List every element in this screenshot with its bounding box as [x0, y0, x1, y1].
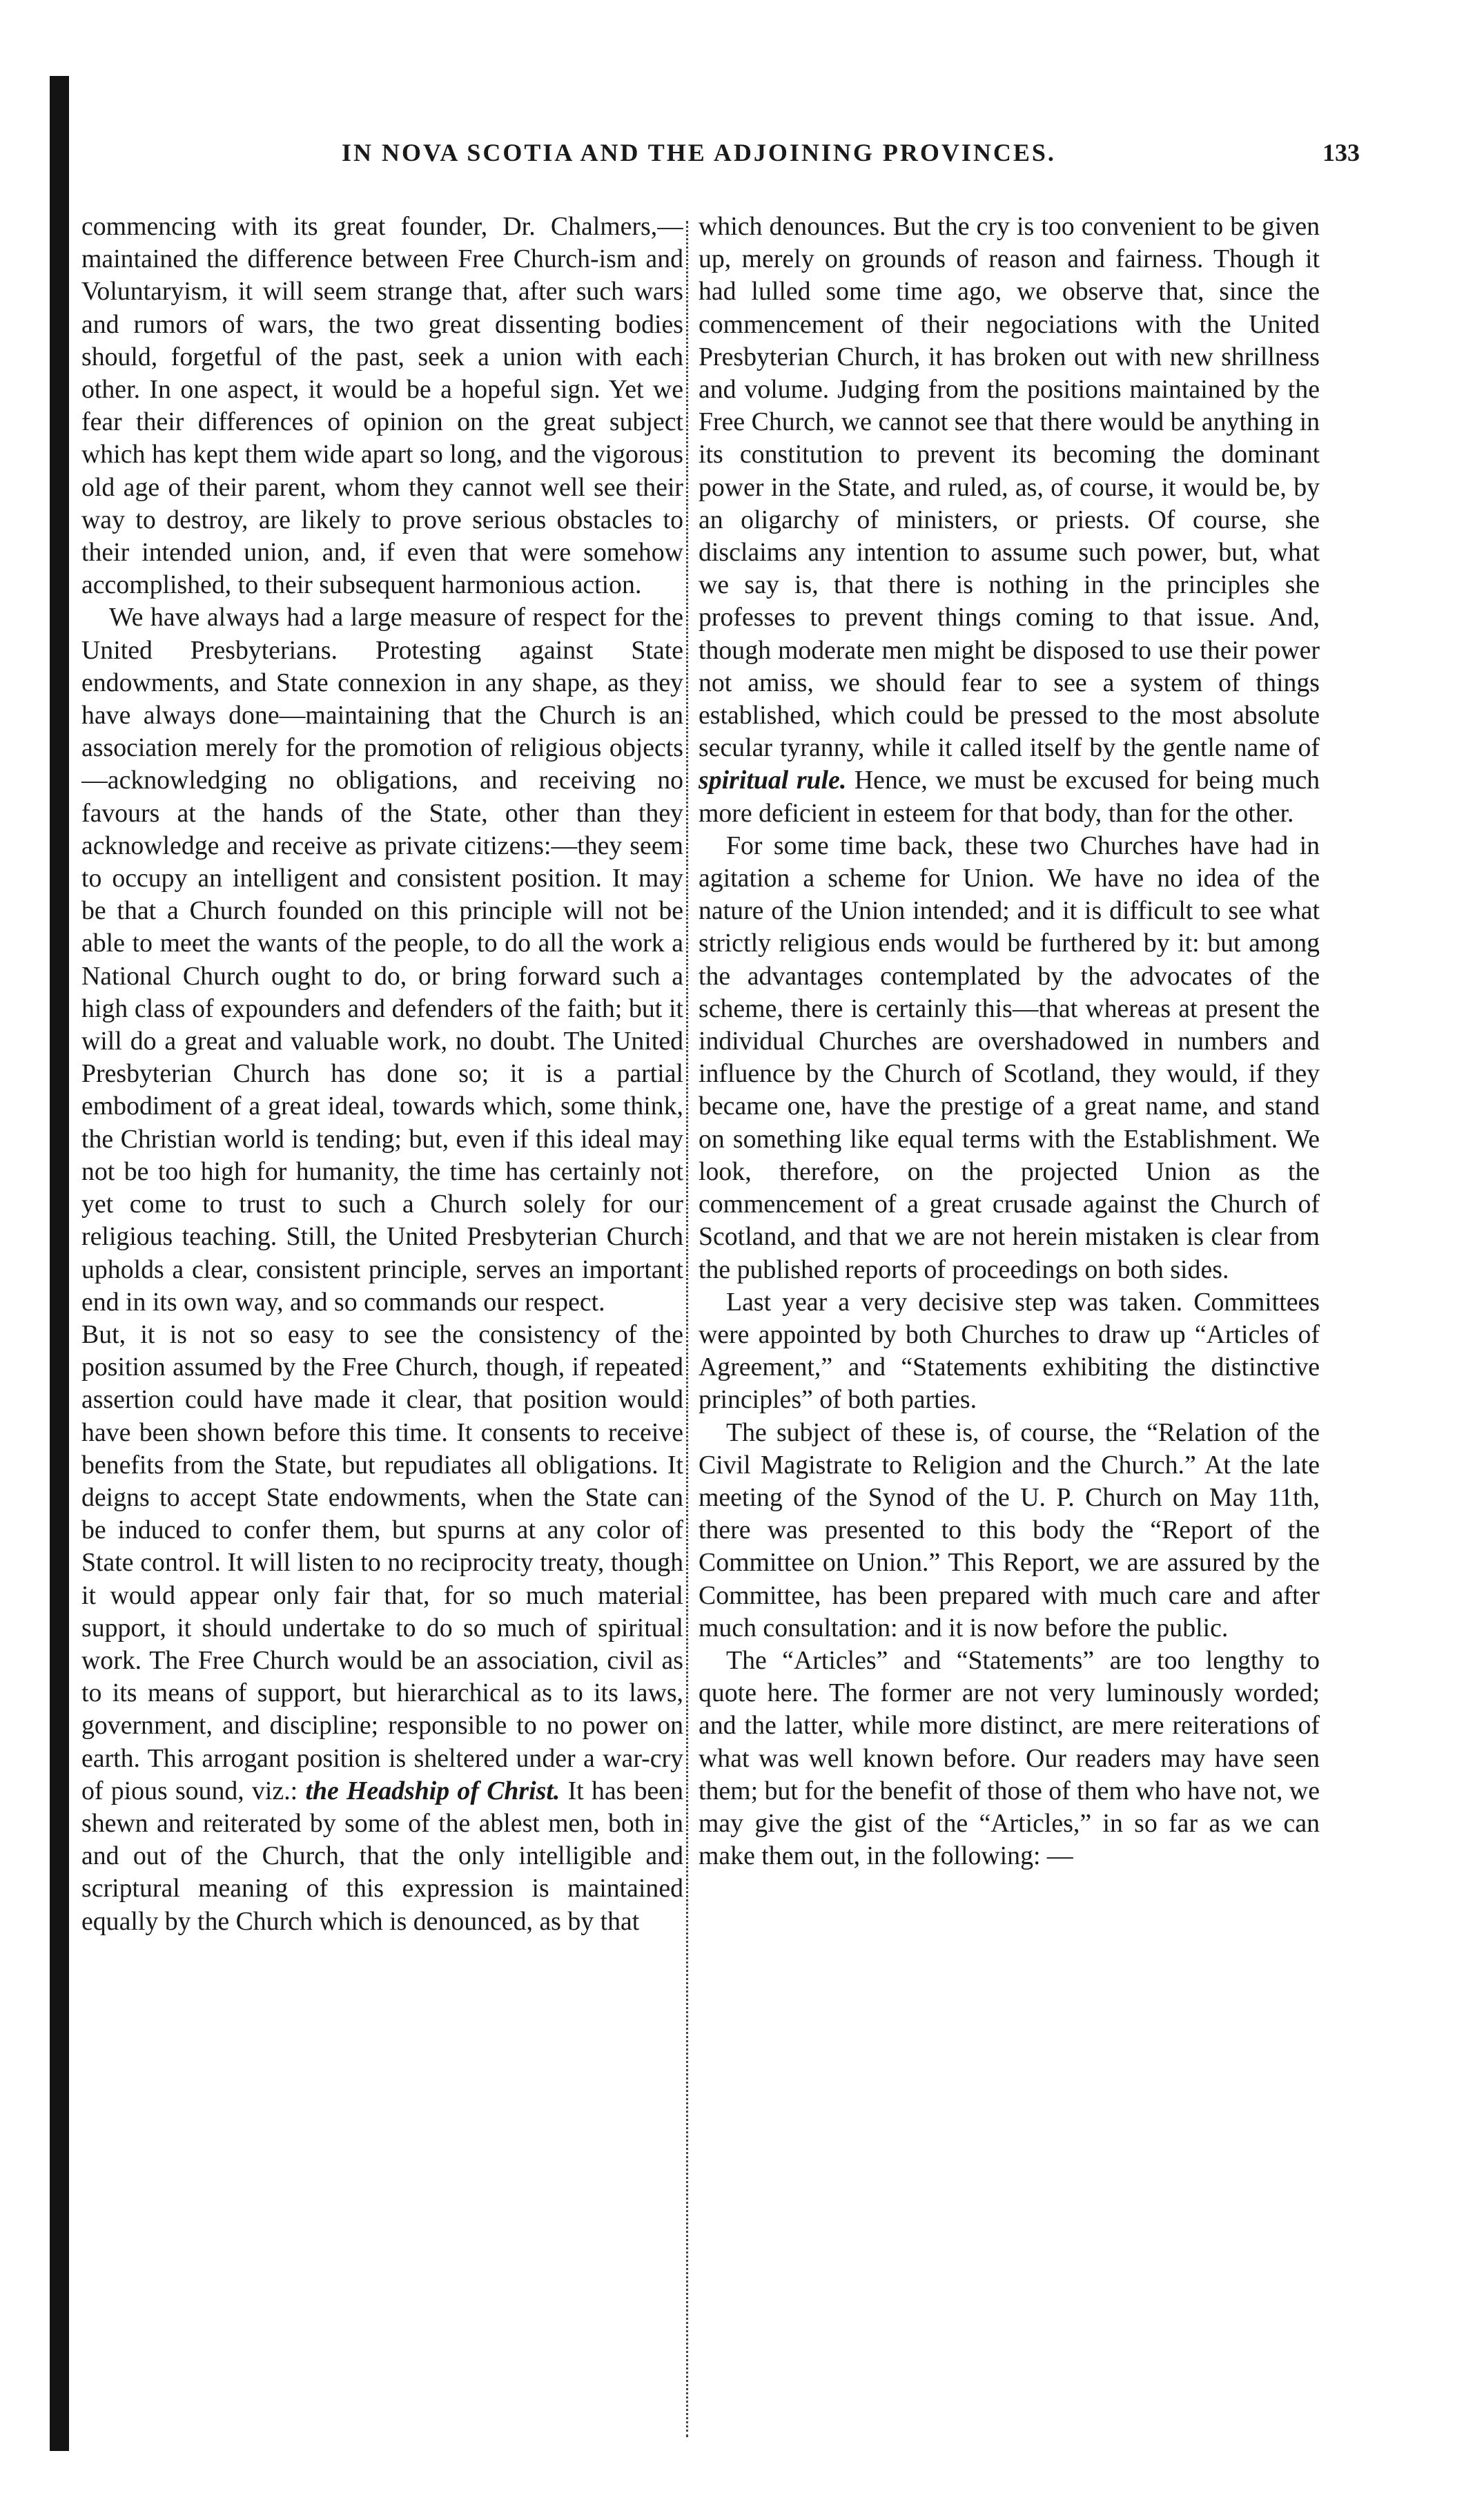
- paragraph: [699, 211, 1320, 830]
- paragraph: The subject of these is, of course, the “Relation of the Civil Magistrate to Religion and the Church.” At the late meeting of the Synod of the U. P. Church on May 11th, there was presented to this body the “Report of the Committee on Union.” This Report, we are assured by the Committee, has been prepared with much care and after much consultation: and it is now before the public.: [699, 1417, 1320, 1643]
- binding-spine: [50, 76, 69, 2451]
- paragraph-text: It has been shewn and reiterated by some of the ablest men, both in and out of the Church, that the only intelligible and scriptural meaning of this expression is maintained equally by the Church which is denounced, as by that: [81, 1776, 683, 1936]
- paragraph-text: Hence, we must be excused for being much more deficient in esteem for that body, than for the other.: [699, 766, 1320, 828]
- paragraph: Last year a very decisive step was taken. Committees were appointed by both Churches to draw up “Articles of Agreement,” and “Statements exhibiting the distinctive principles” of both parties.: [699, 1287, 1320, 1415]
- page-number: 133: [1322, 139, 1360, 166]
- paragraph: For some time back, these two Churches have had in agitation a scheme for Union. We have no idea of the nature of the Union intended; and it is difficult to see what strictly religious ends would be furthered by it: but among the advantages contemplated by the advocates of the scheme, there is certainly this—that whereas at present the individual Churches are overshadowed in numbers and influence by the Church of Scotland, they would, if they became one, have the prestige of a great name, and stand on something like equal terms with the Establishment. We look, therefore, on the projected Union as the commencement of a great crusade against the Church of Scotland, and that we are not herein mistaken is clear from the published reports of proceedings on both sides.: [699, 831, 1320, 1284]
- italic-phrase: spiritual rule.: [699, 766, 847, 795]
- paragraph: The “Articles” and “Statements” are too lengthy to quote here. The former are not very luminously worded; and the latter, while more distinct, are mere reiterations of what was well known before. Our readers may have seen them; but for the benefit of those of them who have not, we may give the gist of the “Articles,” in so far as we can make them out, in the following: —: [699, 1645, 1320, 1871]
- paragraph: commencing with its great founder, Dr. Chalmers,—maintained the difference between Free Church-ism and Voluntaryism, it will seem strange that, after such wars and rumors of wars, the two great dissenting bodies should, forgetful of the past, seek a union with each other. In one aspect, it would be a hopeful sign. Yet we fear their differences of opinion on the great subject which has kept them wide apart so long, and the vigorous old age of their parent, whom they cannot well see their way to destroy, are likely to prove serious obstacles to their intended union, and, if even that were somehow accomplished, to their subsequent harmonious action.: [81, 212, 683, 600]
- left-column: [81, 211, 683, 2454]
- paragraph: We have always had a large measure of respect for the United Presbyterians. Protesting against State endowments, and State connexion in any shape, as they have always done—maintaining that the Church is an association merely for the promotion of religious objects—acknowledging no obligations, and receiving no favours at the hands of the State, other than they acknowledge and receive as private citizens:—they seem to occupy an intelligent and consistent position. It may be that a Church founded on this principle will not be able to meet the wants of the people, to do all the work a National Church ought to do, or bring forward such a high class of expounders and defenders of the faith; but it will do a great and valuable work, no doubt. The United Presbyterian Church has done so; it is a partial embodiment of a great ideal, towards which, some think, the Christian world is tending; but, even if this ideal may not be too high for humanity, the time has certainly not yet come to trust to such a Church solely for our religious teaching. Still, the United Presbyterian Church upholds a clear, consistent principle, serves an important end in its own way, and so commands our respect.: [81, 603, 683, 1317]
- italic-phrase: the Headship of Christ.: [305, 1776, 560, 1805]
- paragraph: [81, 1319, 683, 1938]
- running-title: IN NOVA SCOTIA AND THE ADJOINING PROVINCES.: [342, 139, 1056, 166]
- right-column: [699, 211, 1320, 2454]
- column-divider: [686, 221, 688, 2437]
- paragraph-text: which denounces. But the cry is too convenient to be given up, merely on grounds of reason and fairness. Though it had lulled some time ago, we observe that, since the commencement of their negociations with the United Presbyterian Church, it has broken out with new shrillness and volume. Judging from the positions maintained by the Free Church, we cannot see that there would be anything in its constitution to prevent its becoming the dominant power in the State, and ruled, as, of course, it would be, by an oligarchy of ministers, or priests. Of course, she disclaims any intention to assume such power, but, what we say is, that there is nothing in the principles she professes to prevent things coming to that issue. And, though moderate men might be disposed to use their power not amiss, we should fear to see a system of things established, which could be pressed to the most absolute secular tyranny, while it called itself by the gentle name of: [699, 212, 1320, 763]
- page-header: [104, 138, 1360, 180]
- paragraph-text: But, it is not so easy to see the consistency of the position assumed by the Free Church, though, if repeated assertion could have made it clear, that position would have been shown before this time. It consents to receive benefits from the State, but repudiates all obligations. It deigns to accept State endowments, when the State can be induced to confer them, but spurns at any color of State control. It will listen to no reciprocity treaty, though it would appear only fair that, for so much material support, it should undertake to do so much of spiritual work. The Free Church would be an association, civil as to its means of support, but hierarchical as to its laws, government, and discipline; responsible to no power on earth. This arrogant position is sheltered under a war-cry of pious sound, viz.:: [81, 1319, 683, 1805]
